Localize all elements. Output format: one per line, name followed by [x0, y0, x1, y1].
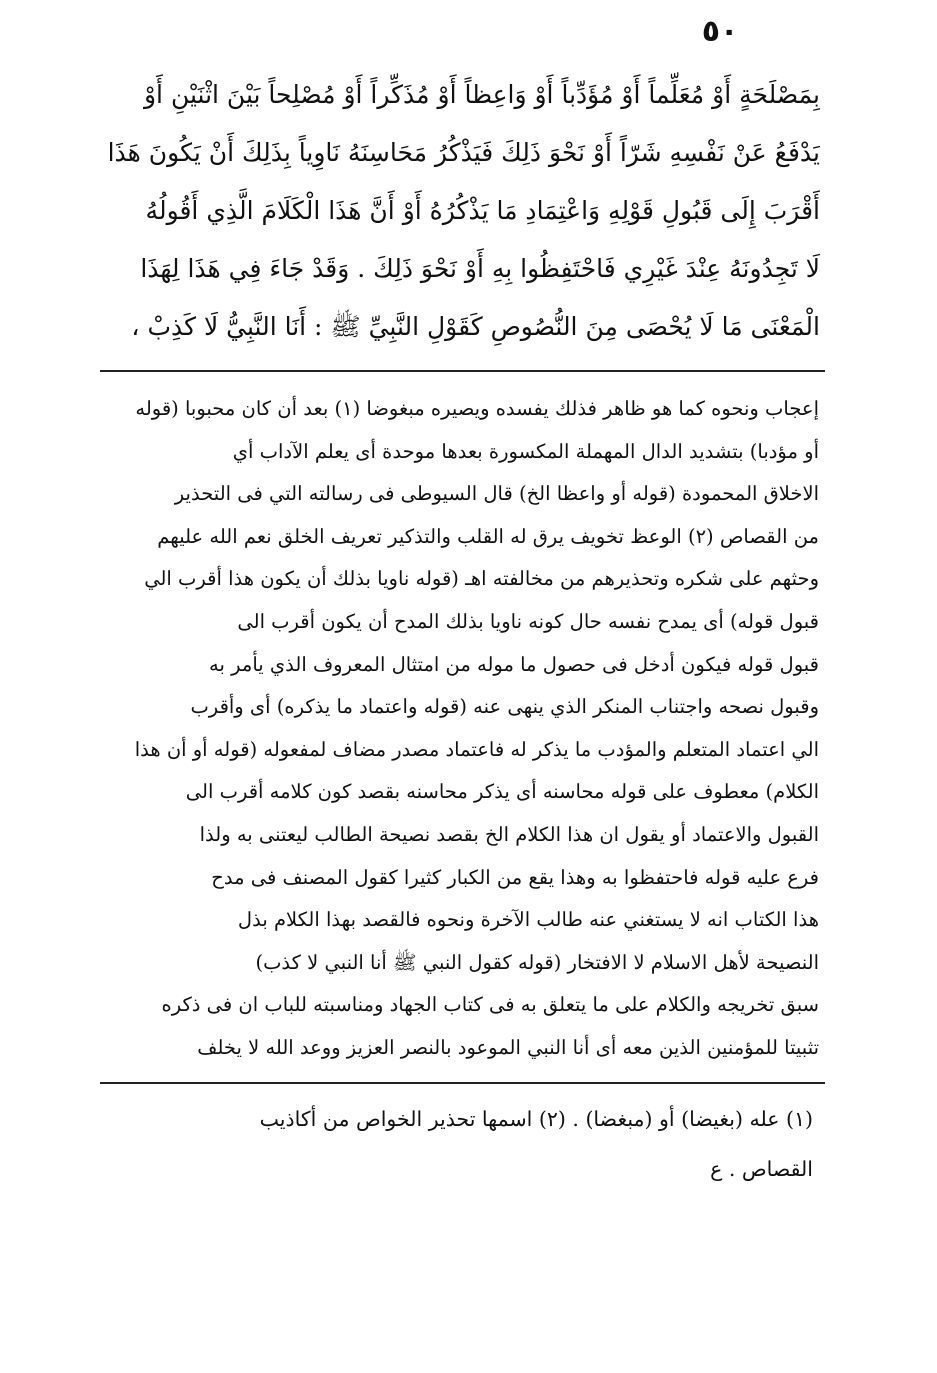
divider-rule — [100, 370, 825, 372]
commentary-line: الكلام) معطوف على قوله محاسنه أى يذكر محاسنه بقصد كون كلامه أقرب الى — [185, 780, 819, 804]
main-text-block — [100, 66, 820, 356]
commentary-line: الاخلاق المحمودة (قوله أو واعظا الخ) قال السيوطى فى رسالته التي فى التحذير — [174, 482, 819, 506]
footnote-line: القصاص . ع — [710, 1157, 813, 1181]
commentary-block — [104, 388, 819, 1070]
divider-rule — [100, 1082, 825, 1084]
commentary-line: قبول قوله) أى يمدح نفسه حال كونه ناويا بذلك المدح أن يكون أقرب الى — [237, 609, 819, 633]
commentary-line: سبق تخريجه والكلام على ما يتعلق به فى كتاب الجهاد ومناسبته للباب ان فى ذكره — [161, 993, 819, 1017]
commentary-line: من القصاص (٢) الوعظ تخويف يرق له القلب والتذكير تعريف الخلق نعم الله عليهم — [157, 524, 819, 548]
footnote-line: (١) عله (بغيضا) أو (مبغضا) . (٢) اسمها تحذير الخواص من أكاذيب — [259, 1107, 813, 1131]
commentary-line: فرع عليه قوله فاحتفظوا به وهذا يقع من الكبار كثيرا كقول المصنف فى مدح — [211, 865, 819, 889]
page-number: ٥٠ — [701, 14, 739, 49]
main-text-line: يَدْفَعُ عَنْ نَفْسِهِ شَرّاً أَوْ نَحْوَ ذَلِكَ فَيَذْكُرُ مَحَاسِنَهُ نَاوِياً بِذَلِكَ أَنْ يَكُونَ هَذَا — [107, 138, 820, 167]
commentary-line: هذا الكتاب انه لا يستغني عنه طالب الآخرة ونحوه فالقصد بهذا الكلام بذل — [237, 908, 819, 932]
commentary-line: تثبيتا للمؤمنين الذين معه أى أنا النبي الموعود بالنصر العزيز ووعد الله لا يخلف — [197, 1035, 819, 1059]
commentary-line: قبول قوله فيكون أدخل فى حصول ما موله من امتثال المعروف الذي يأمر به — [209, 652, 819, 676]
footnotes-block — [108, 1094, 813, 1194]
main-text-line: الْمَعْنَى مَا لَا يُحْصَى مِنَ النُّصُوصِ كَقَوْلِ النَّبِيِّ ﷺ : أَنَا النَّبِيُّ لَا كَذِبْ ، — [131, 312, 820, 341]
main-text-line: لَا تَجِدُونَهُ عِنْدَ غَيْرِي فَاحْتَفِظُوا بِهِ أَوْ نَحْوَ ذَلِكَ . وَقَدْ جَاءَ فِي هَذَا لِهَذَا — [140, 254, 820, 283]
commentary-line: النصيحة لأهل الاسلام لا الافتخار (قوله كقول النبي ﷺ أنا النبي لا كذب) — [255, 950, 819, 974]
commentary-line: وحثهم على شكره وتحذيرهم من مخالفته اهـ (قوله ناويا بذلك أن يكون هذا أقرب الي — [144, 567, 819, 591]
commentary-line: إعجاب ونحوه كما هو ظاهر فذلك يفسده ويصيره مبغوضا (١) بعد أن كان محبوبا (قوله — [135, 397, 819, 420]
main-text-line: أَقْرَبَ إِلَى قَبُولِ قَوْلِهِ وَاعْتِمَادِ مَا يَذْكُرُهُ أَوْ أَنَّ هَذَا الْكَلَامَ الَّذِي أَقُولُهُ — [145, 196, 820, 225]
commentary-line: القبول والاعتماد أو يقول ان هذا الكلام الخ بقصد نصيحة الطالب ليعتنى به ولذا — [199, 822, 819, 846]
main-text-line: بِمَصْلَحَةٍ أَوْ مُعَلِّماً أَوْ مُؤَدِّباً أَوْ وَاعِظاً أَوْ مُذَكِّراً أَوْ مُصْلِحاً بَيْنَ اثْنَيْنِ أَوْ — [143, 80, 820, 109]
commentary-line: الي اعتماد المتعلم والمؤدب ما يذكر له فاعتماد مصدر مضاف لمفعوله (قوله أو أن هذا — [134, 737, 819, 761]
commentary-line: أو مؤدبا) بتشديد الدال المهملة المكسورة بعدها موحدة أى يعلم الآداب أي — [232, 439, 819, 463]
commentary-line: وقبول نصحه واجتناب المنكر الذي ينهى عنه (قوله واعتماد ما يذكره) أى وأقرب — [190, 695, 819, 719]
